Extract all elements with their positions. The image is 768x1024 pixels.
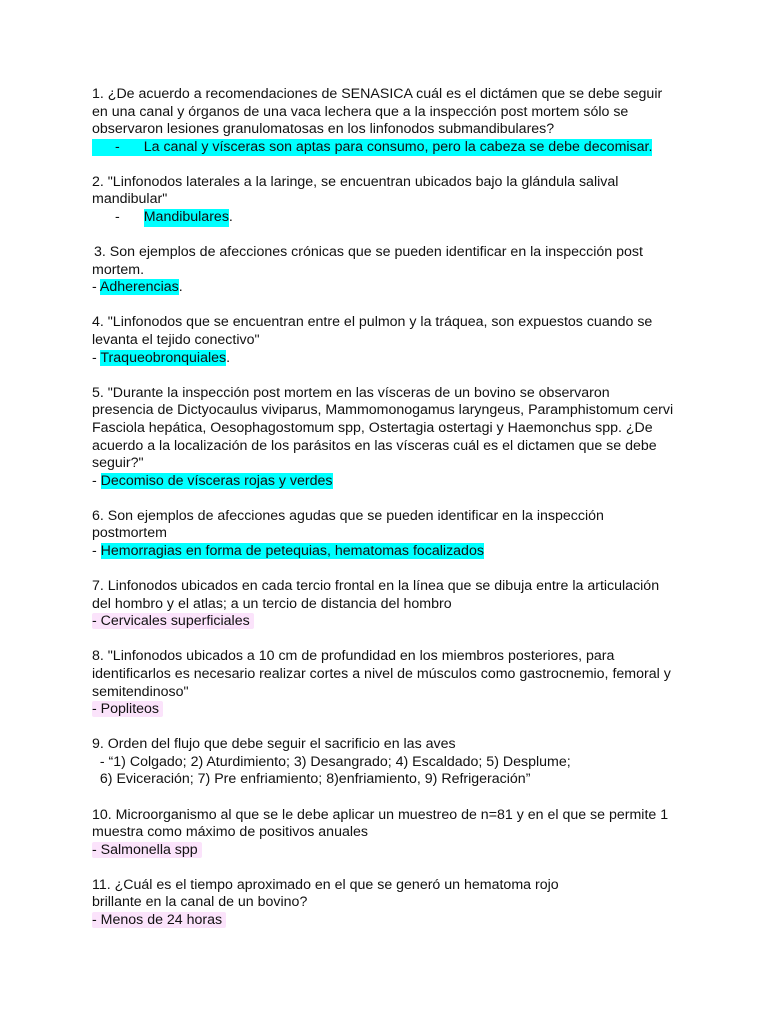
question-text-line: 5. "Durante la inspección post mortem en las vísceras de un bovino se observaron bbox=[92, 384, 610, 401]
question-3 bbox=[92, 244, 692, 297]
answer-dash: - bbox=[92, 472, 101, 489]
answer-dash: - bbox=[115, 209, 120, 226]
question-6 bbox=[92, 508, 692, 561]
document-page bbox=[92, 86, 692, 947]
answer-text: Traqueobronquiales bbox=[100, 349, 227, 366]
question-1 bbox=[92, 86, 692, 156]
answer-suffix: . bbox=[178, 279, 183, 296]
question-4 bbox=[92, 314, 692, 367]
question-text-line: 1. ¿De acuerdo a recomendaciones de SENASICA cuál es el dictámen que se debe seguir bbox=[92, 86, 663, 102]
answer-text: Hemorragias en forma de petequias, hematomas focalizados bbox=[100, 542, 484, 559]
answer-text: La canal y vísceras son aptas para consumo, pero la cabeza se debe decomisar. bbox=[143, 138, 653, 155]
answer-text: - Popliteos bbox=[92, 701, 163, 717]
answer-row bbox=[92, 209, 692, 227]
answer-row bbox=[92, 543, 692, 561]
question-10 bbox=[92, 807, 692, 860]
answer-text: - Salmonella spp bbox=[92, 842, 202, 858]
question-7 bbox=[92, 578, 692, 631]
question-text-line: identificarlos es necesario realizar cortes a nivel de músculos como gastrocnemio, femoral y bbox=[92, 665, 671, 682]
question-text-line: 10. Microorganismo al que se le debe aplicar un muestreo de n=81 y en el que se permite 1 bbox=[92, 806, 669, 823]
question-text-line: mortem. bbox=[92, 261, 145, 278]
question-text-line: 8. "Linfonodos ubicados a 10 cm de profundidad en los miembros posteriores, para bbox=[92, 648, 615, 665]
question-text-line: - “1) Colgado; 2) Aturdimiento; 3) Desangrado; 4) Escaldado; 5) Desplume; bbox=[92, 753, 571, 770]
answer-dash: - bbox=[92, 542, 101, 559]
question-text-line: postmortem bbox=[92, 525, 167, 542]
question-2 bbox=[92, 174, 692, 227]
question-text-line: 4. "Linfonodos que se encuentran entre el pulmon y la tráquea, son expuestos cuando se bbox=[92, 314, 653, 331]
question-text-line: del hombro y el atlas; a un tercio de distancia del hombro bbox=[92, 595, 452, 612]
question-text-line: semitendinoso" bbox=[92, 683, 189, 700]
answer-row bbox=[92, 842, 692, 860]
question-text-line: 7. Linfonodos ubicados en cada tercio frontal en la línea que se dibuja entre la articulación bbox=[92, 578, 660, 595]
question-9 bbox=[92, 736, 692, 789]
question-text-line: 11. ¿Cuál es el tiempo aproximado en el que se generó un hematoma rojo bbox=[92, 876, 559, 893]
question-text-line: 6. Son ejemplos de afecciones agudas que se pueden identificar en la inspección bbox=[92, 507, 604, 524]
question-text-line: 6) Eviceración; 7) Pre enfriamiento; 8)enfriamiento, 9) Refrigeración” bbox=[92, 771, 531, 788]
question-text-line: presencia de Dictyocaulus viviparus, Mammomonogamus laryngeus, Paramphistomum cervi bbox=[92, 402, 674, 419]
question-text-line: 9. Orden del flujo que debe seguir el sacrificio en las aves bbox=[92, 736, 456, 753]
question-text-line: en una canal y órganos de una vaca lechera que a la inspección post mortem sólo se bbox=[92, 103, 629, 120]
answer-row bbox=[92, 350, 692, 368]
question-text-line: 2. "Linfonodos laterales a la laringe, se encuentran ubicados bajo la glándula salival bbox=[92, 173, 619, 190]
answer-text: - Cervicales superficiales bbox=[92, 613, 254, 629]
question-8 bbox=[92, 648, 692, 718]
answer-dash: - bbox=[115, 138, 120, 155]
question-text-line: observaron lesiones granulomatosas en los linfonodos submandibulares? bbox=[92, 121, 555, 138]
answer-text: Adherencias bbox=[99, 279, 179, 296]
answer-row bbox=[92, 473, 692, 491]
question-text-line: brillante en la canal de un bovino? bbox=[92, 894, 308, 911]
answer-row bbox=[92, 613, 692, 631]
answer-text: Decomiso de vísceras rojas y verdes bbox=[100, 472, 333, 489]
answer-suffix: . bbox=[228, 209, 233, 226]
answer-suffix: . bbox=[226, 349, 231, 366]
question-text-line: muestra como máximo de positivos anuales bbox=[92, 824, 368, 841]
question-text-line: 3. Son ejemplos de afecciones crónicas que se pueden identificar en la inspección post bbox=[94, 244, 643, 261]
answer-text: Mandibulares bbox=[143, 209, 229, 226]
question-5 bbox=[92, 385, 692, 491]
question-text-line: Fasciola hepática, Oesophagostomum spp, Ostertagia ostertagi y Haemonchus spp. ¿De bbox=[92, 419, 653, 436]
answer-row bbox=[92, 912, 692, 930]
answer-row bbox=[92, 279, 692, 297]
question-text-line: mandibular" bbox=[92, 191, 168, 208]
question-text-line: acuerdo a la localización de los parásitos en las vísceras cuál es el dictamen que se debe bbox=[92, 437, 657, 454]
answer-dash: - bbox=[92, 349, 101, 366]
answer-text: - Menos de 24 horas bbox=[92, 912, 226, 928]
question-11 bbox=[92, 877, 692, 930]
question-text-line: seguir?" bbox=[92, 455, 144, 472]
answer-row bbox=[92, 701, 692, 719]
answer-dash: - bbox=[92, 279, 100, 296]
question-text-line: levanta el tejido conectivo" bbox=[92, 332, 260, 349]
answer-row bbox=[92, 139, 692, 157]
